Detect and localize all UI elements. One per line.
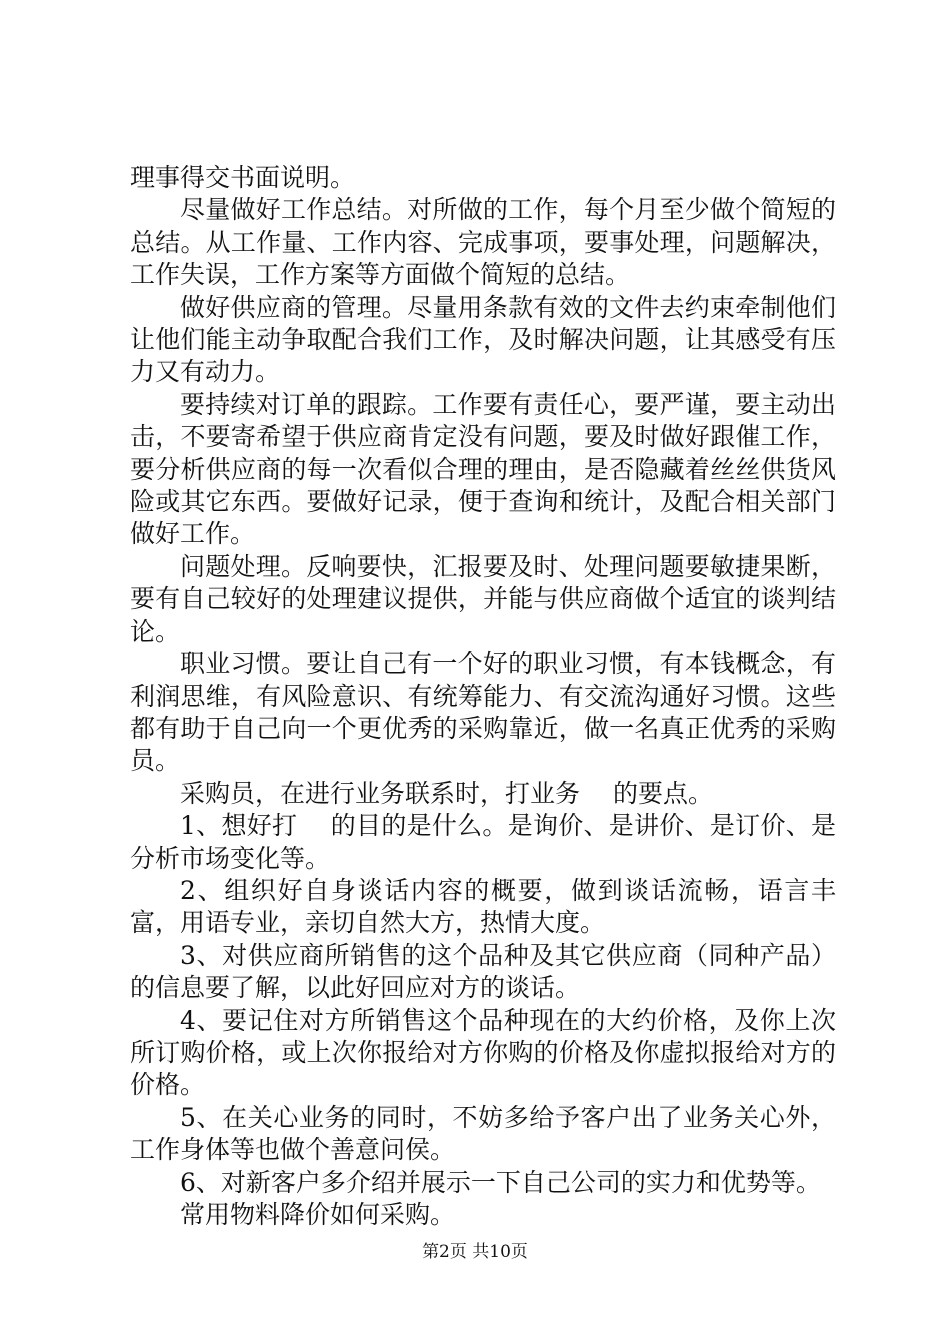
- list-item-1: 1、想好打 的目的是什么。是询价、是讲价、是订价、是分析市场变化等。: [130, 811, 836, 873]
- paragraph-work-summary: 尽量做好工作总结。对所做的工作，每个月至少做个简短的总结。从工作量、工作内容、完成事项，要事处理，问题解决，工作失误，工作方案等方面做个简短的总结。: [130, 195, 836, 290]
- paragraph-order-tracking: 要持续对订单的跟踪。工作要有责任心，要严谨，要主动出击，不要寄希望于供应商肯定没有问题，要及时做好跟催工作，要分析供应商的每一次看似合理的理由，是否隐藏着丝丝供货风险或其它东西。要做好记录，便于查询和统计，及配合相关部门做好工作。: [130, 389, 836, 549]
- list-item-2: 2、组织好自身谈话内容的概要，做到谈话流畅，语言丰富，用语专业，亲切自然大方，热情大度。: [130, 875, 836, 938]
- paragraph-phone-key-points: 采购员，在进行业务联系时，打业务 的要点。: [180, 778, 713, 808]
- list-item-4: 4、要记住对方所销售这个品种现在的大约价格，及你上次所订购价格，或上次你报给对方你购的价格及你虚拟报给对方的价格。: [130, 1005, 836, 1100]
- list-item-3: 3、对供应商所销售的这个品种及其它供应商（同种产品）的信息要了解，以此好回应对方的谈话。: [130, 940, 836, 1003]
- paragraph-professional-habits: 职业习惯。要让自己有一个好的职业习惯，有本钱概念，有利润思维，有风险意识、有统筹能力、有交流沟通好习惯。这些都有助于自己向一个更优秀的采购靠近，做一名真正优秀的采购员。: [130, 649, 836, 776]
- section-heading-price-reduction: 常用物料降价如何采购。: [180, 1200, 456, 1229]
- document-body: [130, 162, 836, 1231]
- paragraph-continuation: 理事得交书面说明。: [130, 163, 356, 192]
- list-item-6: 6、对新客户多介绍并展示一下自己公司的实力和优势等。: [180, 1167, 821, 1197]
- paragraph-supplier-management: 做好供应商的管理。尽量用条款有效的文件去约束牵制他们让他们能主动争取配合我们工作，及时解决问题，让其感受有压力又有动力。: [130, 292, 836, 387]
- page-number: 第2页 共10页: [422, 1242, 528, 1262]
- list-item-5: 5、在关心业务的同时，不妨多给予客户出了业务关心外，工作身体等也做个善意问侯。: [130, 1102, 836, 1165]
- paragraph-problem-handling: 问题处理。反响要快，汇报要及时、处理问题要敏捷果断，要有自己较好的处理建议提供，并能与供应商做个适宜的谈判结论。: [130, 551, 836, 646]
